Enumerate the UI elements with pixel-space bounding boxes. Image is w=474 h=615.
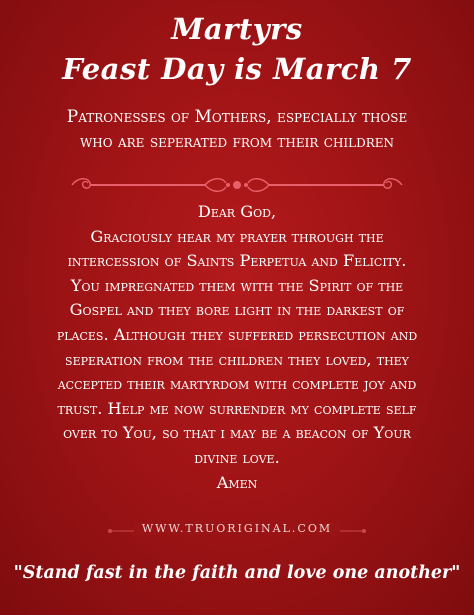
prayer-line: trust. Help me now surrender my complete self: [57, 398, 417, 418]
right-scroll-ornament: [384, 179, 402, 188]
website-url-text: WWW.TRUORIGINAL.COM: [134, 522, 340, 535]
left-scroll-ornament: [72, 179, 90, 188]
prayer-line: intercession of Saints Perpetua and Felicity.: [67, 251, 407, 271]
prayer-line: places. Although they suffered persecution and: [56, 324, 418, 344]
ornamental-divider: [0, 174, 474, 196]
title-feast-day: Feast Day is March 7: [62, 52, 412, 86]
prayer-line: Graciously hear my prayer through the: [90, 226, 384, 246]
prayer-line: You impregnated them with the Spirit of the: [70, 275, 404, 295]
subtitle-line-2: who are seperated from their children: [79, 132, 395, 152]
prayer-line: divine love.: [194, 447, 280, 467]
subtitle-line-1: Patronesses of Mothers, especially those: [66, 107, 408, 127]
footer-quote: "Stand fast in the faith and love one another": [13, 563, 461, 583]
prayer-line: seperation from the children they loved, they: [65, 349, 409, 369]
center-dot-ornament: [233, 181, 241, 189]
subtitle: [10, 105, 464, 155]
website-url: [0, 522, 474, 535]
prayer-salutation: Dear God,: [197, 202, 277, 221]
prayer-line: Gospel and they bore light in the darkest of: [69, 300, 405, 320]
title-martyrs: Martyrs: [171, 12, 303, 46]
prayer-line: over to You, so that i may be a beacon of Your: [63, 423, 411, 443]
prayer-line: accepted their martyrdom with complete joy and: [57, 374, 417, 394]
prayer-closing: Amen: [216, 472, 258, 492]
prayer-text: [8, 200, 466, 495]
